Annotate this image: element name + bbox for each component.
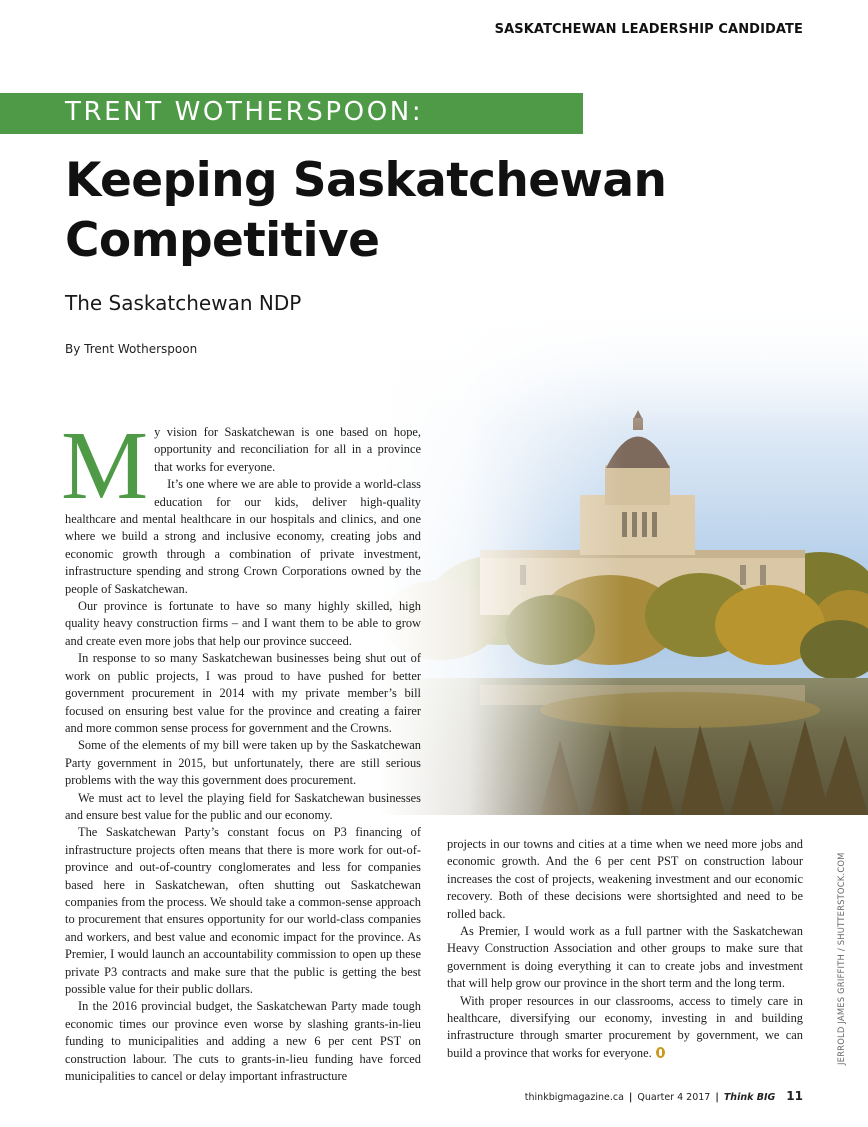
- photo-credit: JERROLD JAMES GRIFFITH / SHUTTERSTOCK.COM: [836, 852, 846, 1065]
- paragraph: In the 2016 provincial budget, the Saskatchewan Party made tough economic times our province even worse by slashing grants-in-lieu funding to municipalities and adding a new 6 per cent PST on construction labour. The cuts to grants-in-lieu funding have forced municipalities to cancel or delay important infrastructure: [65, 999, 421, 1084]
- legislature-photo: [380, 300, 868, 815]
- end-mark-icon: [656, 1047, 665, 1058]
- footer-site: thinkbigmagazine.ca: [524, 1092, 624, 1103]
- article-subtitle: The Saskatchewan NDP: [65, 291, 302, 315]
- paragraph: In response to so many Saskatchewan businesses being shut out of work on public projects, I was proud to have pushed for better government procurement in 2014 with my private member’s bill focused on ensuring best value for the province and creating a fairer and more common sense process for government and the Crowns.: [65, 651, 421, 735]
- section-label: SASKATCHEWAN LEADERSHIP CANDIDATE: [494, 22, 803, 37]
- paragraph: It’s one where we are able to provide a world-class education for our kids, deliver high-quality healthcare and mental healthcare in our hospitals and clinics, and one where we build a strong and inclusive economy, creating jobs and economic growth through a combination of private investment, infrastructure spending and strong Crown Corporations owned by the people of Saskatchewan.: [65, 477, 421, 596]
- paragraph: The Saskatchewan Party’s constant focus on P3 financing of infrastructure projects often means that there is more work for out-of-province and out-of-country conglomerates and less for companies based here in Saskatchewan, often shutting out Saskatchewan companies from the process. We should take a common-sense approach to procurement that ensures opportunity for our world-class companies and workers, and best value and economic impact for the province. As Premier, I would launch an accountability commission to open up these private P3 contracts and make sure that the public is getting the best possible value for their public dollars.: [65, 825, 421, 996]
- paragraph: Our province is fortunate to have so many highly skilled, high quality heavy construction firms – and I want them to be able to grow and create even more jobs that help our province succeed.: [65, 599, 421, 648]
- paragraph: My vision for Saskatchewan is one based on hope, opportunity and reconciliation for all in a province that works for everyone.: [61, 412, 421, 520]
- title-line-1: Keeping Saskatchewan: [65, 153, 667, 208]
- paragraph: We must act to level the playing field for Saskatchewan businesses and ensure best value for the public and our economy.: [65, 790, 421, 822]
- title-line-2: Competitive: [65, 213, 380, 268]
- article-kicker: TRENT WOTHERSPOON:: [65, 97, 424, 127]
- paragraph: As Premier, I would work as a full partner with the Saskatchewan Heavy Construction Association and other groups to make sure that government is doing everything it can to create jobs and investment that will help grow our province in the short term and the long term.: [447, 924, 803, 991]
- paragraph: With proper resources in our classrooms, access to timely care in healthcare, diversifying our economy, investing in and building infrastructure through smarter procurement by government, we can build a province that works for everyone.: [447, 993, 803, 1060]
- footer-separator: |: [715, 1092, 719, 1103]
- drop-cap: M: [61, 412, 149, 520]
- page-footer: [525, 1089, 803, 1103]
- page-number: 11: [786, 1089, 803, 1103]
- article-title: [65, 151, 705, 271]
- footer-separator: |: [628, 1092, 633, 1103]
- paragraph: projects in our towns and cities at a time when we need more jobs and economic growth. And the 6 per cent PST on construction labour increases the cost of projects, weakening investment and our economic recovery. Both of these decisions were shortsighted and need to be rolled back.: [447, 837, 803, 921]
- body-column-right: [447, 836, 803, 1062]
- footer-issue: Quarter 4 2017: [637, 1092, 711, 1103]
- footer-brand: Think BIG: [723, 1092, 776, 1103]
- body-column-left: [61, 412, 421, 1085]
- paragraph: Some of the elements of my bill were taken up by the Saskatchewan Party government in 2015, but unfortunately, there are still serious problems with the way this government does procurement.: [65, 738, 421, 788]
- byline: By Trent Wotherspoon: [65, 342, 198, 356]
